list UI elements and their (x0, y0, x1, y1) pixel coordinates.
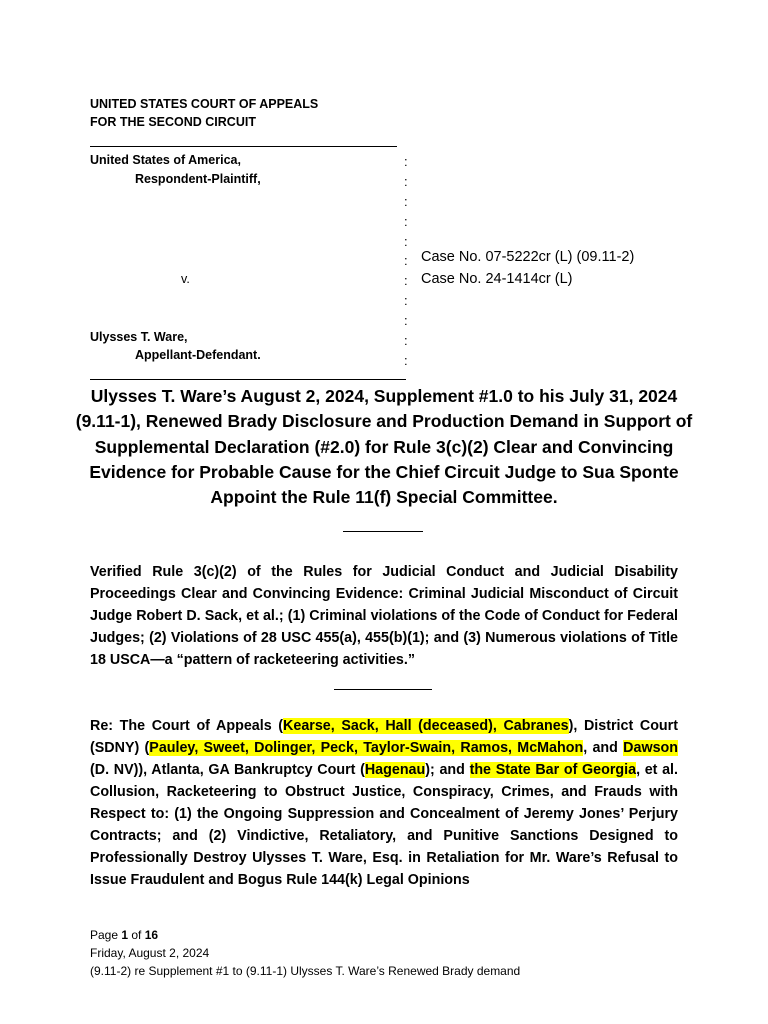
re-text: (D. NV)), Atlanta, GA Bankruptcy Court ( (90, 762, 365, 778)
re-text: ), District Court (SDNY) ( (90, 718, 678, 756)
case-number-2: Case No. 24-1414cr (L) (421, 271, 573, 287)
colon: : (404, 273, 408, 289)
highlighted-judges: Hagenau (364, 762, 426, 778)
highlighted-judges: Pauley, Sweet, Dolinger, Peck, Taylor-Swain, Ramos, McMahon (149, 740, 584, 756)
colon: : (404, 253, 408, 269)
court-name: UNITED STATES COURT OF APPEALS (90, 97, 319, 111)
colon: : (404, 352, 408, 368)
colon: : (404, 173, 408, 189)
colon: : (404, 313, 408, 329)
circuit-name: FOR THE SECOND CIRCUIT (90, 115, 256, 129)
verified-paragraph: Verified Rule 3(c)(2) of the Rules for Judicial Conduct and Judicial Disability Proceedings Clear and Convincing Evidence: Criminal Judicial Misconduct of Circuit Judge Robert D. Sack, et al.; (1) Criminal violations of the Code of Conduct for Federal Judges; (2) Violations of 28 USC 455(a), 455(b)(1); and (3) Numerous violations of Title 18 USCA—a “pattern of racketeering activities.” (90, 564, 678, 668)
versus: v. (181, 272, 190, 286)
page-label: Page (90, 928, 122, 942)
colon: : (404, 154, 408, 169)
colon: : (404, 213, 408, 229)
caption-colons (404, 152, 408, 371)
page-of: of (128, 928, 145, 942)
party1-name: United States of America, (90, 153, 241, 167)
colon: : (404, 333, 408, 349)
page-total: 16 (144, 928, 159, 942)
party2-name: Ulysses T. Ware, (90, 330, 188, 344)
document-title: Ulysses T. Ware’s August 2, 2024, Supplement #1.0 to his July 31, 2024 (9.11-1), Renewed Brady Disclosure and Production Demand in Support of Supplemental Declaration (#2.0) for Rule 3(c)(2) Clear and Convincing Evidence for Probable Cause for the Chief Circuit Judge to Sua Sponte Appoint the Rule 11(f) Special Committee. (75, 386, 693, 508)
colon: : (404, 293, 408, 309)
highlighted-entity: the State Bar of Georgia (469, 762, 637, 778)
case-numbers (421, 246, 634, 290)
case-number-1: Case No. 07-5222cr (L) (09.11-2) (421, 249, 635, 265)
highlighted-judges: Dawson (623, 740, 678, 756)
section-divider (334, 689, 432, 690)
colon: : (404, 193, 408, 209)
page-footer (90, 926, 520, 980)
colon: : (404, 233, 408, 249)
party1-role: Respondent-Plaintiff, (135, 172, 261, 186)
re-text: Re: The Court of Appeals ( (90, 718, 284, 734)
caption-bottom-rule (90, 379, 406, 380)
footer-date: Friday, August 2, 2024 (90, 946, 210, 960)
court-heading (90, 95, 318, 131)
re-paragraph (90, 715, 678, 891)
footer-doc-ref: (9.11-2) re Supplement #1 to (9.11-1) Ulysses T. Ware’s Renewed Brady demand (90, 964, 521, 978)
re-text: , and (583, 740, 624, 756)
party2-role: Appellant-Defendant. (135, 348, 261, 362)
re-text: ); and (425, 762, 470, 778)
page-current: 1 (121, 928, 129, 942)
highlighted-judges: Kearse, Sack, Hall (deceased), Cabranes (283, 718, 569, 734)
title-divider (343, 531, 423, 532)
page-number (90, 926, 520, 944)
re-text: , et al. Collusion, Racketeering to Obstruct Justice, Conspiracy, Crimes, and Frauds with Respect to: (1) the Ongoing Suppression and Concealment of Jeremy Jones’ Perjury Contracts; and (2) Vindictive, Retaliatory, and Punitive Sanctions Designed to Professionally Destroy Ulysses T. Ware, Esq. in Retaliation for Mr. Ware’s Refusal to Issue Fraudulent and Bogus Rule 144(k) Legal Opinions (90, 762, 679, 888)
caption-top-rule (90, 146, 397, 147)
